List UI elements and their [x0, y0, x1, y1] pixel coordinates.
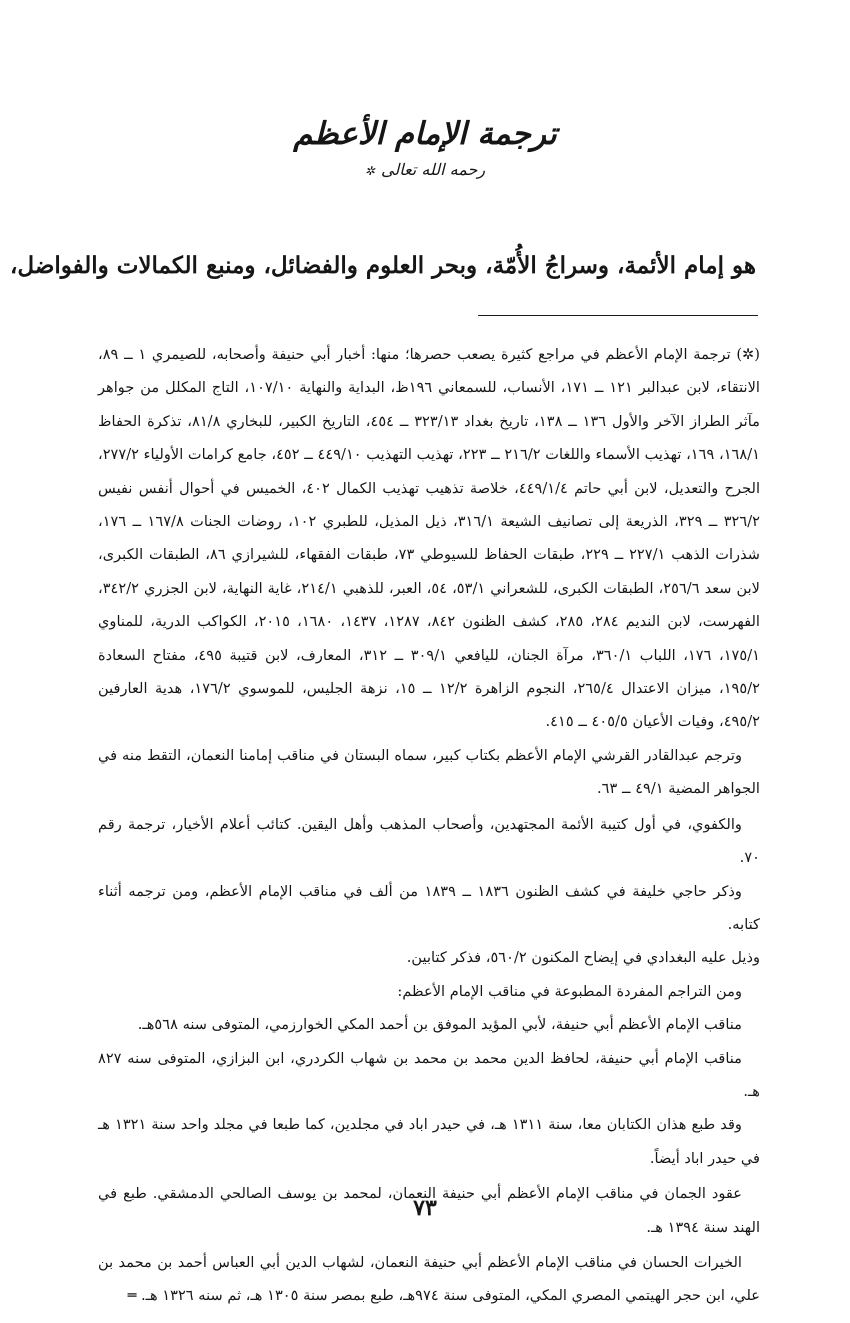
footnote-paragraph: وقد طبع هذان الكتابان معا، سنة ١٣١١ هـ، في حيدر اباد في مجلدين، كما طبعا في مجلد واحد سنة ١٣٢١ هـ في حيدر اباد أيضاً.: [98, 1116, 760, 1167]
footnote-main: (✲) ترجمة الإمام الأعظم في مراجع كثيرة يصعب حصرها؛ منها: أخبار أبي حنيفة وأصحابه، للصيمري ١ ــ ٨٩، الانتقاء، لابن عبدالبر ١٢١ ــ ١٧١، الأنساب، للسمعاني ١٩٦ظ، البداية والنهاية ١٠٧/١٠، التاج المكلل من جواهر مآثر الطراز الآخر والأول ١٣٦ ــ ١٣٨، تاريخ بغداد ٣٢٣/١٣ ــ ٤٥٤، التاريخ الكبير، للبخاري ٨١/٨، تذكرة الحفاظ ١٦٨/١، ١٦٩، تهذيب الأسماء واللغات ٢١٦/٢ ــ ٢٢٣، تهذيب التهذيب ٤٤٩/١٠ ــ ٤٥٢، جامع كرامات الأولياء ٢٧٧/٢، الجرح والتعديل، لابن أبي حاتم ٤٤٩/١/٤، خلاصة تذهيب تهذيب الكمال ٤٠٢، الخميس في أحوال أنفس نفيس ٣٢٦/٢ ــ ٣٢٩، الذريعة إلى تصانيف الشيعة ٣١٦/١، ذيل المذيل، للطبري ١٠٢، روضات الجنات ١٦٧/٨ ــ ١٧٦، شذرات الذهب ٢٢٧/١ ــ ٢٢٩، طبقات الحفاظ للسيوطي ٧٣، طبقات الفقهاء، للشيرازي ٨٦، الطبقات الكبرى، لابن سعد ٢٥٦/٦، الطبقات الكبرى، للشعراني ٥٣/١، ٥٤، العبر، للذهبي ٢١٤/١، غاية النهاية، لابن الجزري ٣٤٢/٢، الفهرست، لابن النديم ٢٨٤، ٢٨٥، كشف الظنون ٨٤٢، ١٢٨٧، ١٤٣٧، ١٦٨٠، ٢٠١٥، الكواكب الدرية، للمناوي ١٧٥/١، ١٧٦، اللباب ٣٦٠/١، مرآة الجنان، لليافعي ٣٠٩/١ ــ ٣١٢، المعارف، لابن قتيبة ٤٩٥، مفتاح السعادة ١٩٥/٢، ميزان الاعتدال ٢٦٥/٤، النجوم الزاهرة ١٢/٢ ــ ١٥، نزهة الجليس، للموسوي ١٧٦/٢، هدية العارفين ٤٩٥/٢، وفيات الأعيان ٤٠٥/٥ ــ ٤١٥.: [98, 346, 761, 731]
footnote-paragraph: ومن التراجم المفردة المطبوعة في مناقب الإمام الأعظم:: [397, 982, 742, 1000]
page-number: ٧٣: [413, 1195, 437, 1221]
footnote-star-icon: ✲: [364, 164, 375, 178]
footnote-paragraph: مناقب الإمام الأعظم أبي حنيفة، لأبي المؤيد الموفق بن أحمد المكي الخوارزمي، المتوفى سنه ٥٦٨هـ.: [137, 1016, 742, 1034]
chapter-title: ترجمة الإمام الأعظم: [293, 116, 557, 152]
chapter-subtitle: [250, 158, 600, 183]
intro-line: هو إمام الأئمة، وسراجُ الأُمّة، وبحر العلوم والفضائل، ومنبع الكمالات والفواضل،: [9, 252, 756, 279]
footnote-paragraph: الخيرات الحسان في مناقب الإمام الأعظم أبي حنيفة النعمان، لشهاب الدين أبي العباس أحمد بن محمد بن علي، ابن حجر الهيتمي المصري المكي، المتوفى سنة ٩٧٤هـ، طبع بمصر سنة ١٣٠٥ هـ، ثم سنه ١٣٢٦ هـ. ═: [98, 1253, 760, 1305]
footnote-paragraph: والكفوي، في أول كتيبة الأئمة المجتهدين، وأصحاب المذهب وأهل اليقين. كتائب أعلام الأخيار، ترجمة رقم ٧٠.: [98, 815, 760, 867]
footnote-paragraph: مناقب الإمام أبي حنيفة، لحافظ الدين محمد بن محمد بن شهاب الكردري، ابن البزازي، المتوفى سنه ٨٢٧ هـ.: [98, 1049, 760, 1100]
footnote-paragraph: عقود الجمان في مناقب الإمام الأعظم أبي حنيفة النعمان، لمحمد بن يوسف الصالحي الدمشقي. طبع في الهند سنة ١٣٩٤ هـ.: [98, 1185, 760, 1236]
footnote-separator: [478, 315, 758, 316]
footnote-paragraph: وذيل عليه البغدادي في إيضاح المكنون ٥٦٠/٢، فذكر كتابين.: [406, 949, 760, 967]
footnotes-block: [98, 338, 760, 1313]
footnote-paragraph: وذكر حاجي خليفة في كشف الظنون ١٨٣٦ ــ ١٨٣٩ من ألف في مناقب الإمام الأعظم، ومن ترجمه أثناء كتابه.: [98, 882, 760, 933]
chapter-heading: [250, 112, 600, 183]
footnote-paragraph: وترجم عبدالقادر القرشي الإمام الأعظم بكتاب كبير، سماه البستان في مناقب إمامنا النعمان، التقط منه في الجواهر المضية ٤٩/١ ــ ٦٣.: [98, 746, 760, 798]
subtitle-text: رحمه الله تعالى: [380, 160, 486, 179]
